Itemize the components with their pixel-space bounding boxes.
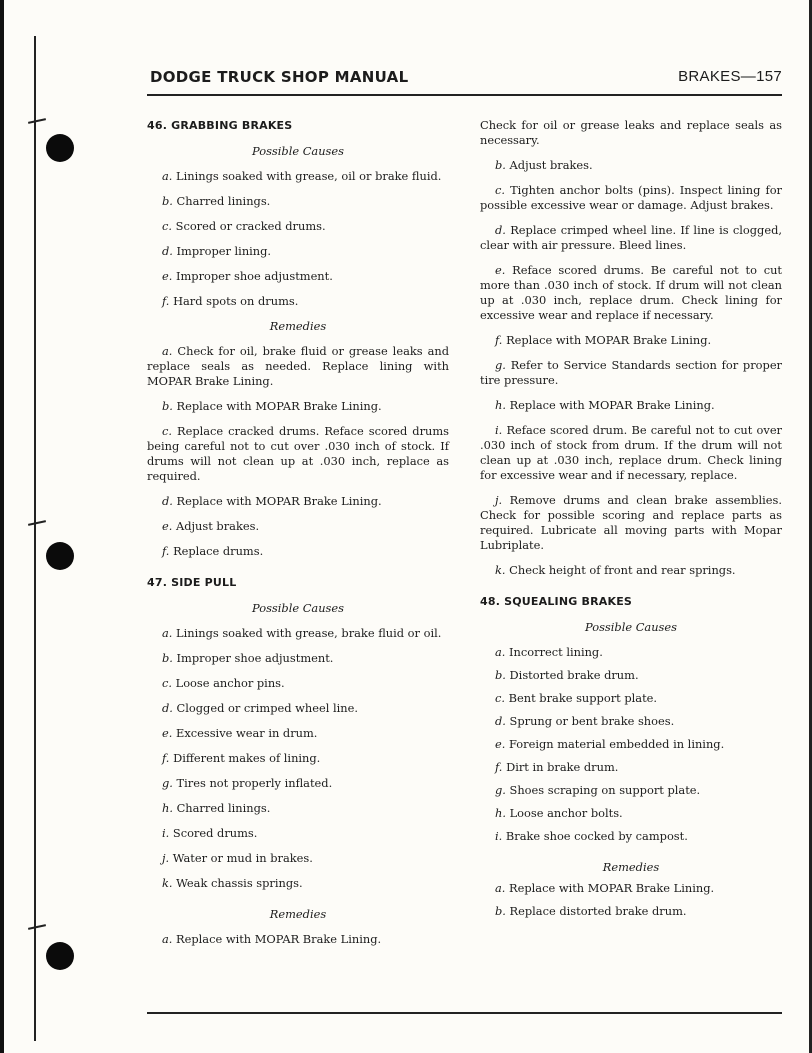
margin-notch — [28, 924, 46, 930]
list-item: e. Excessive wear in drum. — [162, 726, 318, 740]
remedies-list — [147, 344, 449, 559]
scan-edge-left — [0, 0, 4, 1053]
list-item: a. Linings soaked with grease, brake fluid or oil. — [162, 626, 442, 640]
section-heading: 46. GRABBING BRAKES — [147, 119, 293, 132]
subheading: Possible Causes — [252, 144, 344, 158]
list-item: e. Foreign material embedded in lining. — [495, 737, 725, 751]
list-item: a. Incorrect lining. — [495, 645, 603, 659]
list-item: j. Water or mud in brakes. — [162, 851, 313, 865]
causes-list — [147, 626, 449, 891]
list-item: e. Improper shoe adjustment. — [162, 269, 333, 283]
list-item: e. Adjust brakes. — [162, 519, 260, 533]
section-heading: 47. SIDE PULL — [147, 576, 237, 589]
list-item: c. Bent brake support plate. — [495, 691, 658, 705]
subheading: Possible Causes — [585, 620, 677, 634]
list-item: c. Loose anchor pins. — [162, 676, 285, 690]
subheading: Remedies — [602, 860, 660, 874]
left-column — [147, 118, 449, 957]
list-item: f. Hard spots on drums. — [162, 294, 299, 308]
list-item: h. Replace with MOPAR Brake Lining. — [495, 398, 715, 412]
list-item: a. Check for oil, brake fluid or grease leaks and replace seals as needed. Replace lining with MOPAR Brake Lining. — [147, 344, 449, 388]
causes-list — [147, 169, 449, 309]
list-item: d. Clogged or crimped wheel line. — [162, 701, 358, 715]
margin-notch — [28, 118, 46, 124]
list-item: b. Improper shoe adjustment. — [162, 651, 334, 665]
right-column — [480, 118, 782, 927]
header-rule — [147, 94, 782, 96]
list-item: g. Tires not properly inflated. — [162, 776, 333, 790]
list-item: f. Dirt in brake drum. — [495, 760, 619, 774]
list-item: h. Charred linings. — [162, 801, 271, 815]
list-item: b. Charred linings. — [162, 194, 271, 208]
list-item: c. Scored or cracked drums. — [162, 219, 326, 233]
page-reference: BRAKES—157 — [678, 68, 782, 85]
list-item: a. Linings soaked with grease, oil or brake fluid. — [162, 169, 442, 183]
list-item: a. Replace with MOPAR Brake Lining. — [495, 881, 715, 895]
causes-list — [480, 645, 782, 844]
section-heading: 48. SQUEALING BRAKES — [480, 595, 633, 608]
list-item: b. Distorted brake drum. — [495, 668, 639, 682]
remedies-list — [480, 158, 782, 578]
subheading: Possible Causes — [252, 601, 344, 615]
list-item: g. Shoes scraping on support plate. — [495, 783, 701, 797]
list-item: d. Improper lining. — [162, 244, 272, 258]
list-item: h. Loose anchor bolts. — [495, 806, 623, 820]
list-item: d. Replace crimped wheel line. If line is clogged, clear with air pressure. Bleed lines. — [480, 223, 782, 252]
page-header — [150, 68, 782, 92]
subheading: Remedies — [269, 319, 327, 333]
list-item: b. Replace distorted brake drum. — [495, 904, 687, 918]
remedies-list — [480, 881, 782, 919]
list-item: b. Adjust brakes. — [495, 158, 593, 172]
list-item: f. Different makes of lining. — [162, 751, 321, 765]
continued-text: Check for oil or grease leaks and replace seals as necessary. — [480, 118, 782, 147]
list-item: k. Weak chassis springs. — [162, 876, 303, 890]
list-item: k. Check height of front and rear springs. — [495, 563, 736, 577]
punch-hole — [46, 542, 74, 570]
footer-rule — [147, 1012, 782, 1014]
list-item: e. Reface scored drums. Be careful not to cut more than .030 inch of stock. If drum will not clean up at .030 inch, replace drum. Check lining for excessive wear and replace if necessary. — [480, 263, 782, 322]
list-item: f. Replace drums. — [162, 544, 264, 558]
list-item: b. Replace with MOPAR Brake Lining. — [162, 399, 382, 413]
list-item: i. Reface scored drum. Be careful not to cut over .030 inch of stock from drum. If the drum will not clean up at .030 inch, replace drum. Check lining for excessive wear and if necessary, replace. — [480, 423, 783, 482]
list-item: c. Replace cracked drums. Reface scored drums being careful not to cut over .030 inch of stock. If drums will not clean up at .030 inch, replace as required. — [147, 424, 450, 483]
list-item: a. Replace with MOPAR Brake Lining. — [162, 932, 382, 946]
punch-hole — [46, 134, 74, 162]
manual-title: DODGE TRUCK SHOP MANUAL — [150, 68, 409, 86]
list-item: d. Replace with MOPAR Brake Lining. — [162, 494, 382, 508]
binding-margin-line — [34, 36, 36, 1041]
list-item: i. Scored drums. — [162, 826, 258, 840]
punch-hole — [46, 942, 74, 970]
list-item: f. Replace with MOPAR Brake Lining. — [495, 333, 712, 347]
list-item: g. Refer to Service Standards section for proper tire pressure. — [480, 358, 783, 387]
subheading: Remedies — [269, 907, 327, 921]
list-item: j. Remove drums and clean brake assemblies. Check for possible scoring and replace parts as required. Lubricate all moving parts with Mopar Lubriplate. — [480, 493, 783, 552]
margin-notch — [28, 520, 46, 526]
list-item: i. Brake shoe cocked by campost. — [495, 829, 688, 843]
list-item: c. Tighten anchor bolts (pins). Inspect lining for possible excessive wear or damage. Adjust brakes. — [480, 183, 782, 212]
list-item: d. Sprung or bent brake shoes. — [495, 714, 675, 728]
